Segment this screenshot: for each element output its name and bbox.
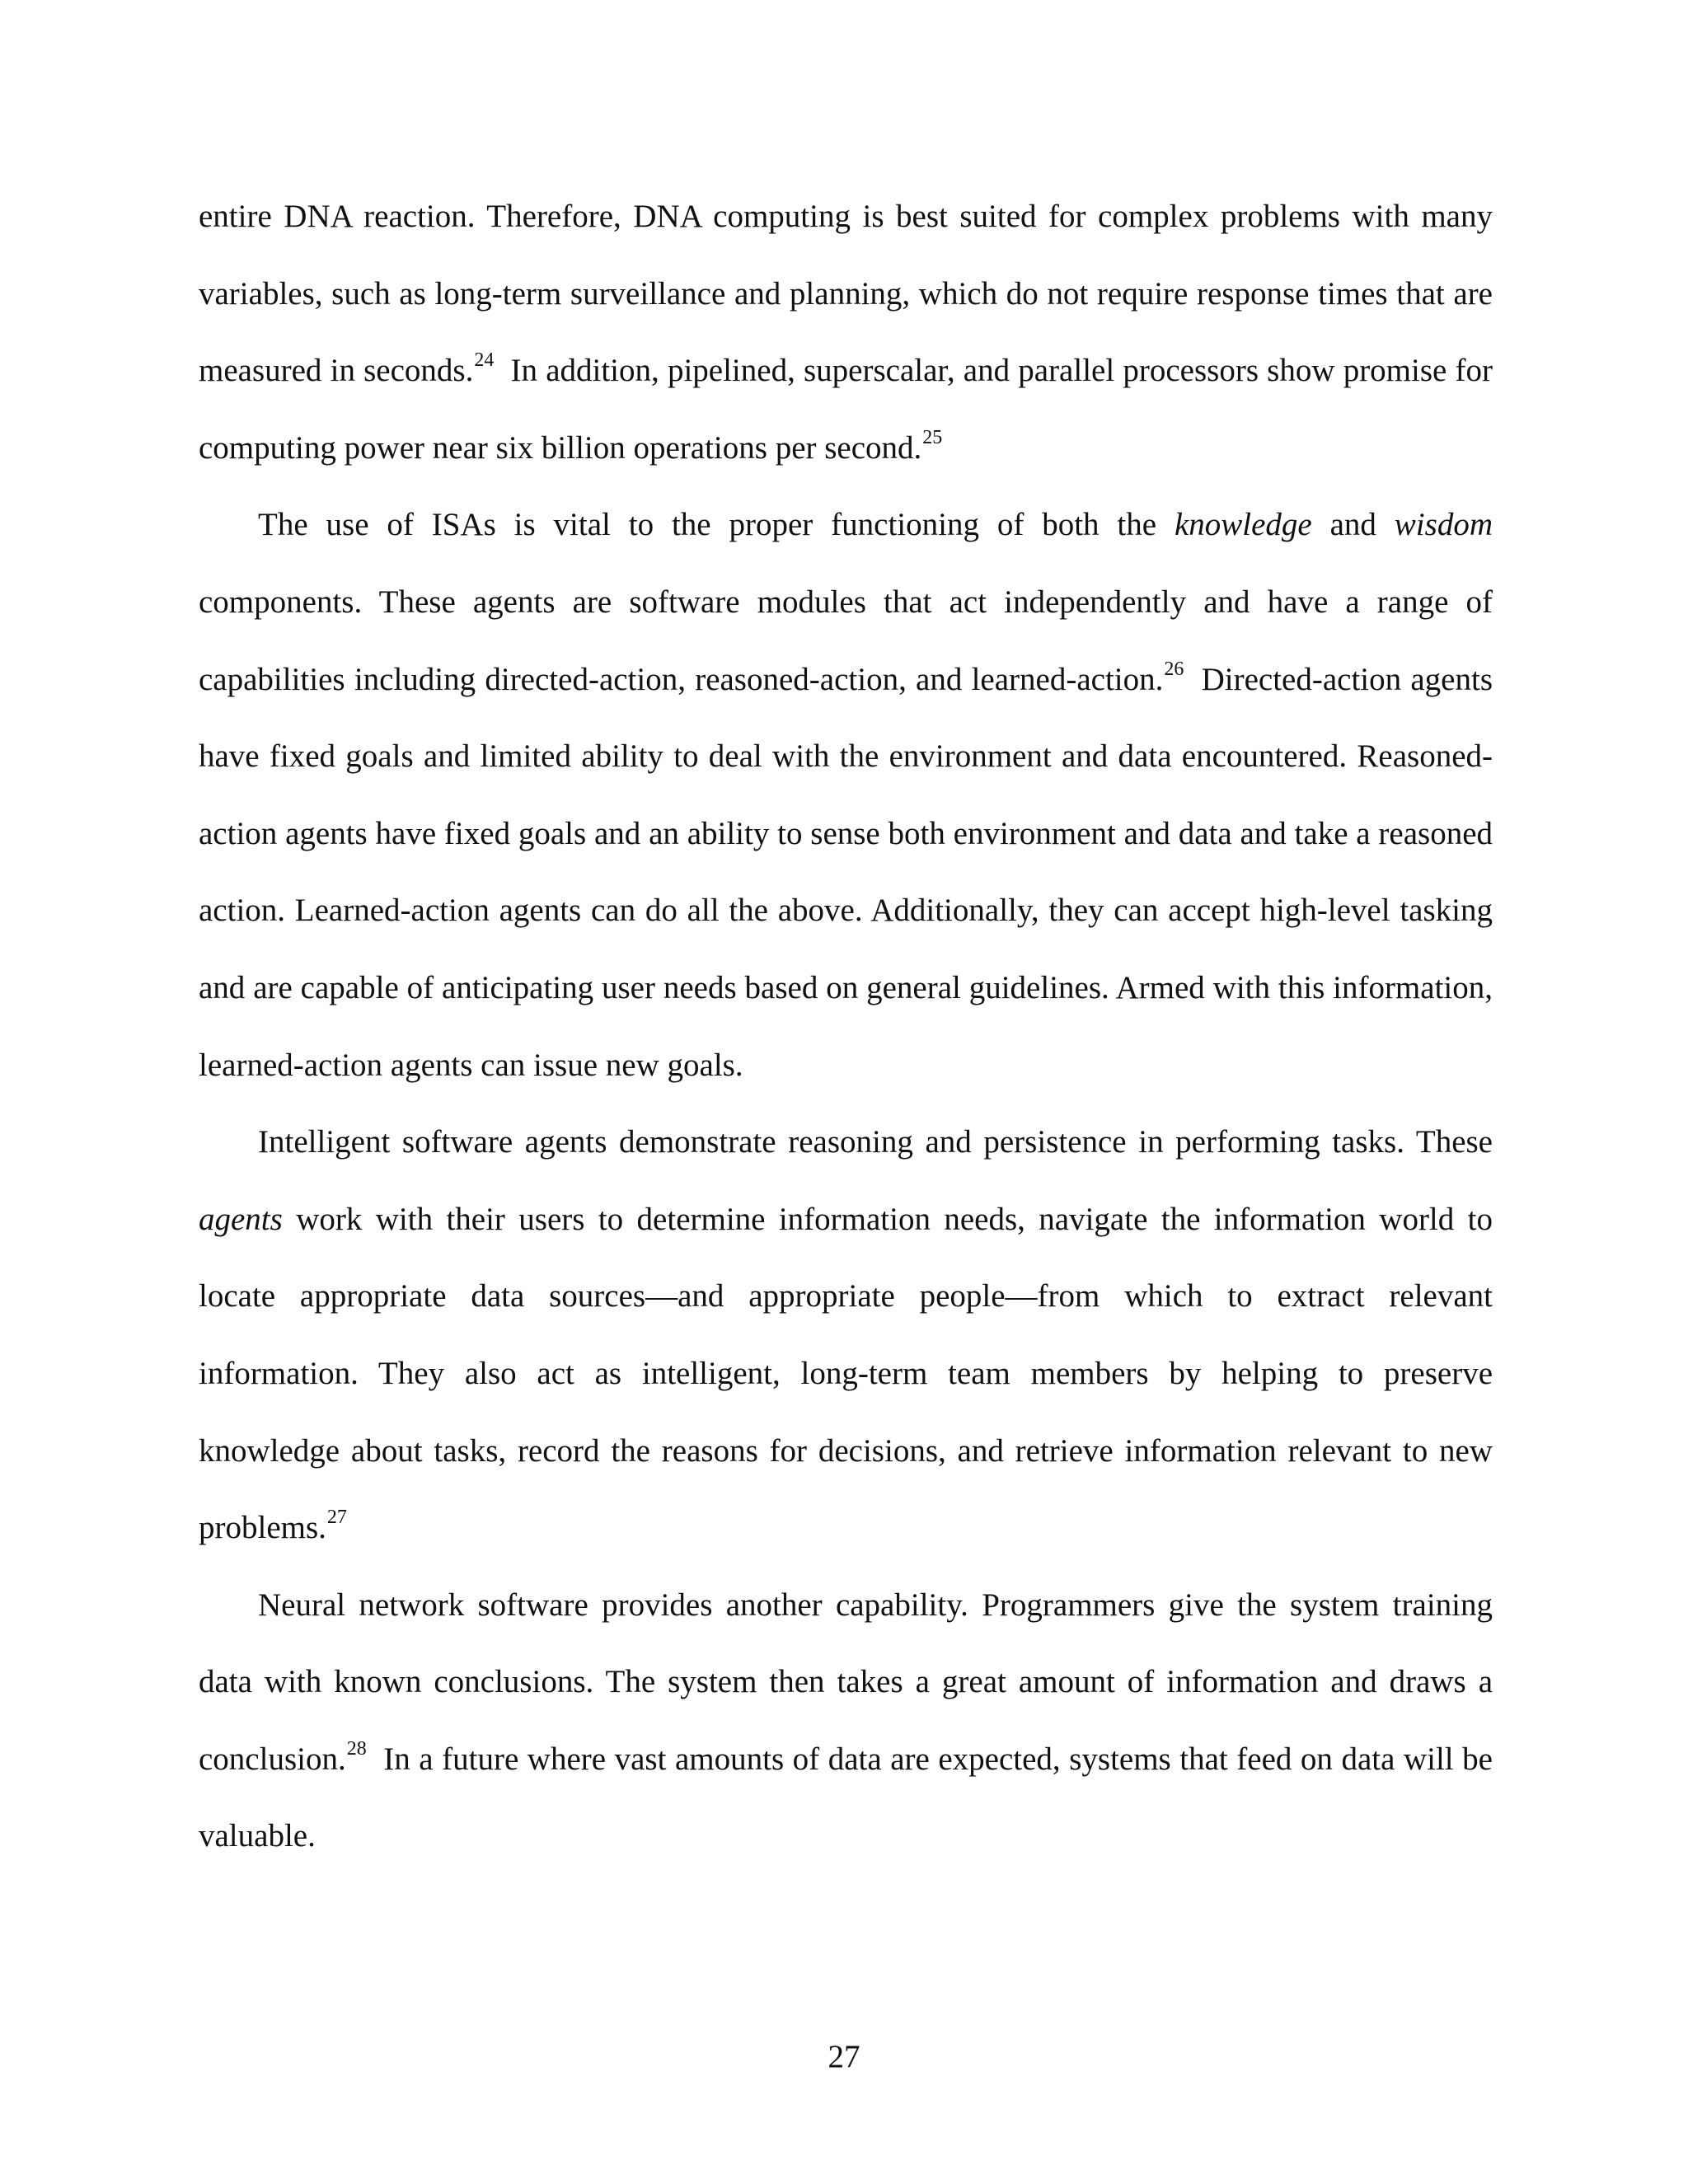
text-run: entire DNA reaction. Therefore, DNA computing is best suited for complex problems with many variables, such as long-term surveillance and planning, which do not require response times that are measured in seconds.: [199, 199, 1493, 389]
footnote-ref-28: 28: [346, 1737, 367, 1760]
footnote-ref-26: 26: [1164, 658, 1184, 680]
text-run: In a future where vast amounts of data are expected, systems that feed on data will be valuable.: [199, 1741, 1493, 1854]
footnote-ref-25: 25: [922, 426, 943, 448]
text-run: Intelligent software agents demonstrate reasoning and persistence in performing tasks. These: [258, 1124, 1493, 1160]
paragraph-intelligent-agents: [199, 1104, 1493, 1567]
page-number: 27: [828, 2039, 860, 2074]
text-run: Neural network software provides another capability. Programmers give the system training data with known conclusions. The system then takes a great amount of information and draws a conclusion.: [199, 1586, 1493, 1777]
paragraph-isas: [199, 486, 1493, 1104]
text-run: components. These agents are software modules that act independently and have a range of capabilities including directed-action, reasoned-action, and learned-action.: [199, 583, 1493, 697]
text-run: In addition, pipelined, superscalar, and parallel processors show promise for computing power near six billion operations per second.: [199, 353, 1493, 466]
emphasis-wisdom: wisdom: [1394, 507, 1493, 543]
text-run: Directed-action agents have fixed goals and limited ability to deal with the environment and data encountered. Reasoned-action agents have fixed goals and an ability to sense both environment and data and take a reasoned action. Learned-action agents can do all the above. Additionally, they can accept high-level tasking and are capable of anticipating user needs based on general guidelines. Armed with this information, learned-action agents can issue new goals.: [199, 661, 1493, 1083]
text-run: and: [1311, 507, 1395, 543]
body-text: [199, 178, 1493, 1875]
footnote-ref-24: 24: [474, 349, 495, 372]
text-run: The use of ISAs is vital to the proper functioning of both the: [258, 507, 1175, 543]
paragraph-dna-computing: [199, 178, 1493, 486]
text-run: work with their users to determine information needs, navigate the information world to locate appropriate data sources—and appropriate people—from which to extract relevant information. They also act as intelligent, long-term team members by helping to preserve knowledge about tasks, record the reasons for decisions, and retrieve information relevant to new problems.: [199, 1201, 1493, 1546]
emphasis-agents: agents: [199, 1201, 283, 1237]
paragraph-neural-network: [199, 1567, 1493, 1875]
emphasis-knowledge: knowledge: [1174, 507, 1312, 543]
footnote-ref-27: 27: [326, 1507, 347, 1529]
